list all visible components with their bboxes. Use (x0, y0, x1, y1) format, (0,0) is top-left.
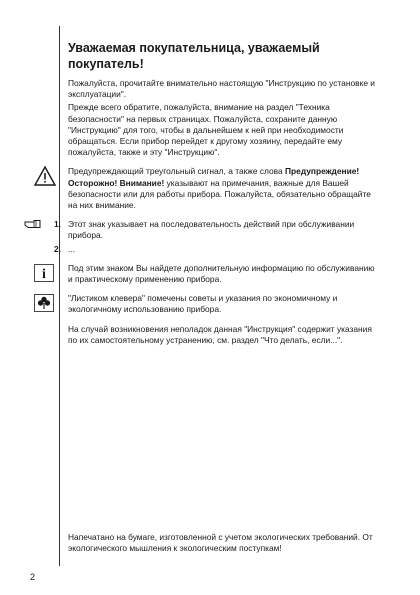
step-number: 1. (54, 219, 61, 230)
clover-text: "Листиком клевера" помечены советы и указания по экономичному и экологичному использованию прибора. (68, 293, 338, 315)
trouble-text: На случай возникновения неполадок данная "Инструкция" содержит указания по их самостоятельному устранению, см. раздел "Что делать, если...". (68, 323, 372, 345)
warning-text (68, 166, 380, 211)
step-number: 2. (54, 243, 61, 254)
step-1 (54, 219, 380, 241)
warning-triangle-icon (34, 166, 56, 189)
page-title: Уважаемая покупательница, уважаемый покупатель! (68, 41, 320, 71)
pointing-hand-icon (24, 219, 42, 232)
step-text: Этот знак указывает на последовательность действий при обслуживании прибора. (68, 219, 355, 241)
margin-rule (59, 26, 60, 566)
warning-text-b: указывают на примечания, важные для Вашей безопасности или для работы прибора. Пожалуйста, обязательно обращайте на них внимание. (68, 177, 371, 211)
trouble-section (68, 324, 380, 346)
footer-note: Напечатано на бумаге, изготовленной с учетом экологических требований. От экологического мышления к экологическим поступкам! (68, 532, 373, 554)
warning-section (68, 166, 380, 211)
page-number: 2 (30, 572, 36, 582)
content (42, 40, 380, 354)
step-2 (54, 243, 380, 255)
clover-section (68, 293, 380, 315)
clover-icon (34, 294, 54, 315)
intro-section (68, 78, 380, 158)
info-section (42, 262, 380, 285)
svg-text:i: i (42, 266, 46, 282)
steps-section (54, 219, 380, 255)
intro-paragraph-2: Прежде всего обратите, пожалуйста, внимание на раздел "Техника безопасности" на первых страницах. Пожалуйста, сохраните данную "Инструкцию" для того, чтобы в дальнейшем к ней при необходимости обращаться. Если прибор перейдет к другому хозяину, передайте ему пожалуйста, также и эту "Инструкцию". (68, 102, 344, 158)
intro-paragraph-1: Пожалуйста, прочитайте внимательно настоящую "Инструкцию по установке и эксплуатации". (68, 78, 375, 100)
info-icon (34, 264, 54, 285)
step-text: ... (68, 243, 75, 254)
info-text: Под этим знаком Вы найдете дополнительную информацию по обслуживанию и практическому применению прибора. (68, 262, 375, 285)
warning-bold-words: Предупреждение! Осторожно! Внимание! (68, 166, 360, 188)
warning-text-a: Предупреждающий треугольный сигнал, а также слова (68, 166, 286, 177)
